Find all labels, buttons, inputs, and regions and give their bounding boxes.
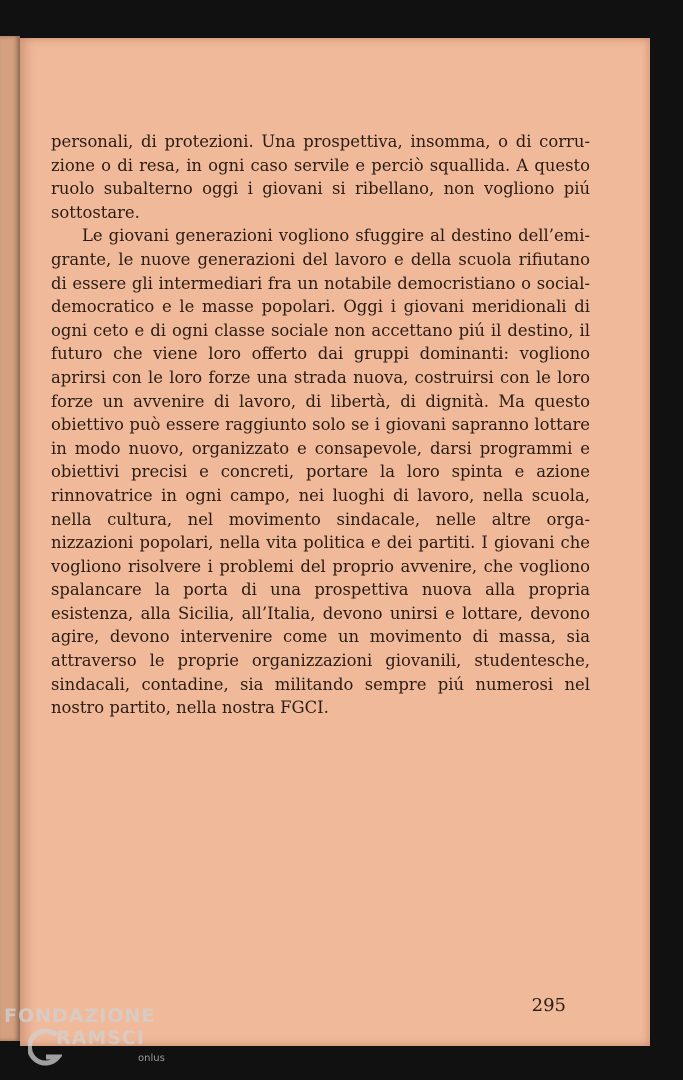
- watermark-suffix: onlus: [138, 1053, 165, 1064]
- watermark-line2: RAMSCI: [56, 1027, 145, 1049]
- watermark: [2, 1003, 202, 1078]
- watermark-line1: FONDAZIONE: [4, 1005, 156, 1027]
- paragraph-1: personali, di protezioni. Una prospettiva, insomma, o di corruzione o di resa, in ogni caso servile e perciò squallida. A questo ruolo subalterno oggi i giovani si ribellano, non vogliono piú sottostare.: [51, 132, 590, 222]
- paragraph-2: Le giovani generazioni vogliono sfuggire al destino dell’emigrante, le nuove generazioni del lavoro e della scuola rifiutano di essere gli intermediari fra un notabile democristiano o socialdemocratico e le masse popolari. Oggi i giovani meridionali di ogni ceto e di ogni classe sociale non accettano piú il destino, il futuro che viene loro offerto dai gruppi dominanti: vogliono aprirsi con le loro forze una strada nuova, costruirsi con le loro forze un avvenire di lavoro, di libertà, di dignità. Ma questo obiettivo può essere raggiunto solo se i giovani sapranno lottare in modo nuovo, organizzato e consapevole, darsi programmi e obiettivi precisi e concreti, portare la loro spinta e azione rinnovatrice in ogni campo, nei luoghi di lavoro, nella scuola, nella cultura, nel movimento sindacale, nelle altre organizzazioni popolari, nella vita politica e dei partiti. I giovani che vogliono risolvere i problemi del proprio avvenire, che vogliono spalancare la porta di una prospettiva nuova alla propria esistenza, alla Sicilia, all’Italia, devono unirsi e lottare, devono agire, devono intervenire come un movimento di massa, sia attraverso le proprie organizzazioni giovanili, studentesche, sindacali, contadine, sia militando sempre piú numerosi nel nostro partito, nella nostra FGCI.: [51, 226, 590, 718]
- page-number: 295: [531, 995, 566, 1016]
- body-text: [51, 130, 590, 720]
- book-page: [20, 38, 650, 1046]
- adjacent-page-edge: [0, 36, 20, 1041]
